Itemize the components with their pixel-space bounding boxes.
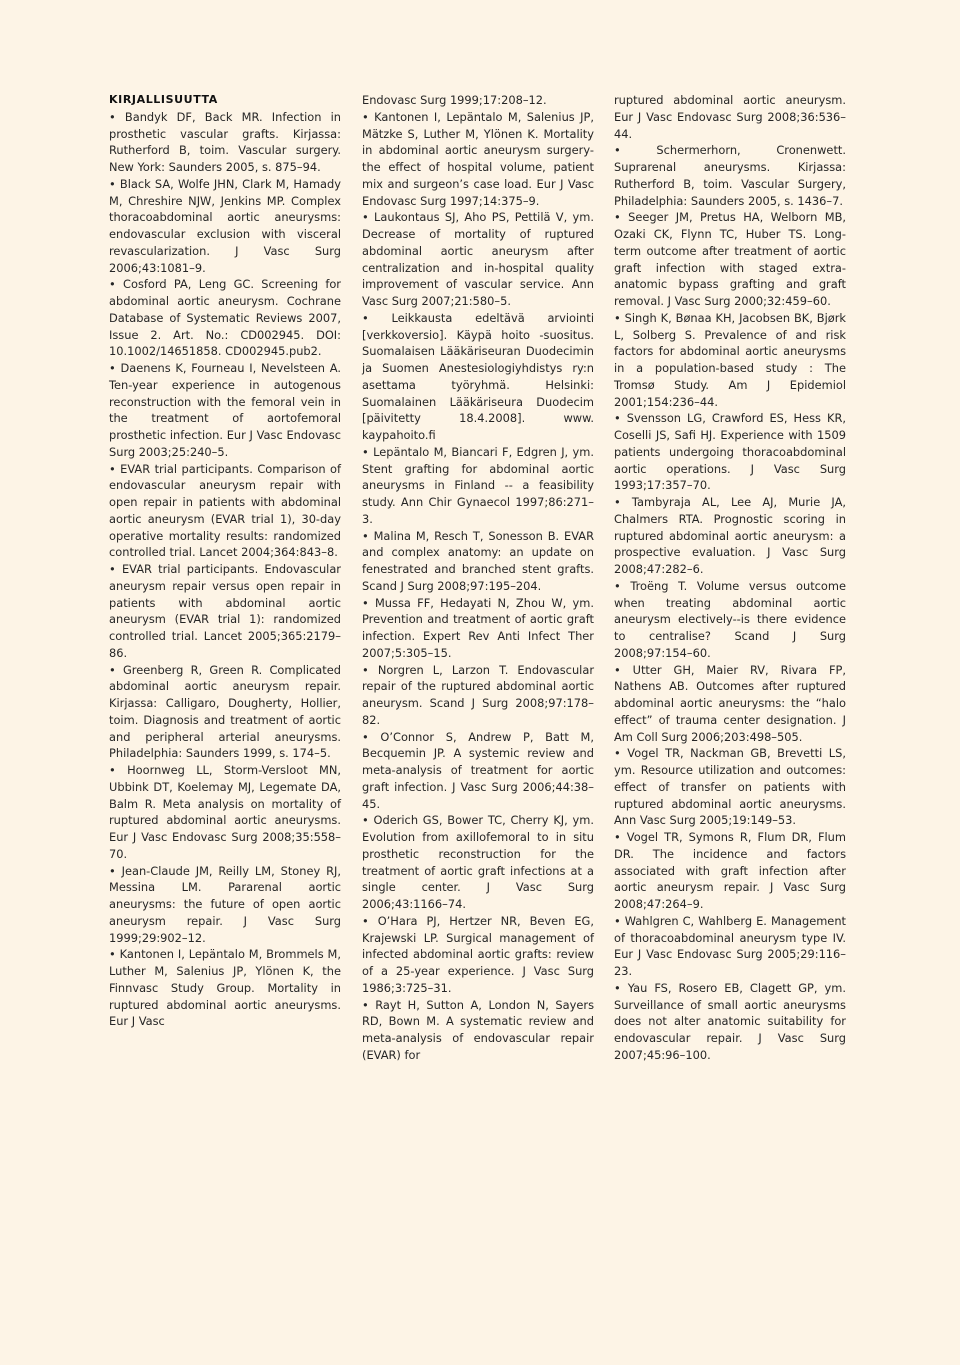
reference-entry: • Malina M, Resch T, Sonesson B. EVAR and complex anatomy: an update on fenestrated and branched stent grafts. Scand J Surg 2008;97:195–204. bbox=[362, 528, 594, 595]
reference-entry: • Svensson LG, Crawford ES, Hess KR, Coselli JS, Safi HJ. Experience with 1509 patients undergoing thoracoabdominal aortic operations. J Vasc Surg 1993;17:357–70. bbox=[614, 410, 846, 494]
reference-entry: • Mussa FF, Hedayati N, Zhou W, ym. Prevention and treatment of aortic graft infection. Expert Rev Anti Infect Ther 2007;5:305–15. bbox=[362, 595, 594, 662]
reference-entry: • Vogel TR, Nackman GB, Brevetti LS, ym. Resource utilization and outcomes: effect of transfer on patients with ruptured abdominal aortic aneurysms. Ann Vasc Surg 2005;19:149–53. bbox=[614, 745, 846, 829]
reference-entry: • Daenens K, Fourneau I, Nevelsteen A. Ten-year experience in autogenous reconstruction with the femoral vein in the treatment of aortofemoral prosthetic infection. Eur J Vasc Endovasc Surg 2003;25:240–5. bbox=[109, 360, 341, 461]
reference-entry: • Vogel TR, Symons R, Flum DR, Flum DR. The incidence and factors associated with graft infection after aortic aneurysm repair. J Vasc Surg 2008;47:264–9. bbox=[614, 829, 846, 913]
reference-entry: • Wahlgren C, Wahlberg E. Management of thoracoabdominal aneurysm type IV. Eur J Vasc Endovasc Surg 2005;29:116–23. bbox=[614, 913, 846, 980]
reference-entry: • Tambyraja AL, Lee AJ, Murie JA, Chalmers RTA. Prognostic scoring in ruptured abdominal aortic aneurysm: a prospective evaluation. J Vasc Surg 2008;47:282–6. bbox=[614, 494, 846, 578]
reference-entry: • Seeger JM, Pretus HA, Welborn MB, Ozaki CK, Flynn TC, Huber TS. Long-term outcome after treatment of aortic graft infection with staged extra-anatomic bypass grafting and graft removal. J Vasc Surg 2000;32:459–60. bbox=[614, 209, 846, 310]
reference-entry: • Oderich GS, Bower TC, Cherry KJ, ym. Evolution from axillofemoral to in situ prosthetic reconstruction for the treatment of aortic graft infections at a single center. J Vasc Surg 2006;43:1166–74. bbox=[362, 812, 594, 913]
reference-entry: • Singh K, Bønaa KH, Jacobsen BK, Bjørk L, Solberg S. Prevalence of and risk factors for abdominal aortic aneurysms in a population-based study : The Tromsø Study. Am J Epidemiol 2001;154:236–44. bbox=[614, 310, 846, 411]
reference-entry: • Black SA, Wolfe JHN, Clark M, Hamady M, Chreshire NJW, Jenkins MP. Complex thoracoabdominal aortic aneurysms: endovascular exclusion with visceral revascularization. J Vasc Surg 2006;43:1081–9. bbox=[109, 176, 341, 277]
reference-column-3 bbox=[614, 92, 846, 1064]
reference-entry: • Cosford PA, Leng GC. Screening for abdominal aortic aneurysm. Cochrane Database of Systematic Reviews 2007, Issue 2. Art. No.: CD002945. DOI: 10.1002/14651858. CD002945.pub2. bbox=[109, 276, 341, 360]
reference-entry: • O’Hara PJ, Hertzer NR, Beven EG, Krajewski LP. Surgical management of infected abdominal aortic grafts: review of a 25-year experience. J Vasc Surg 1986;3:725–31. bbox=[362, 913, 594, 997]
reference-entry: • Schermerhorn, Cronenwett. Suprarenal aneurysms. Kirjassa: Rutherford B, toim. Vascular Surgery, Philadelphia: Saunders 2005, s. 1436–7. bbox=[614, 142, 846, 209]
reference-entry: • O’Connor S, Andrew P, Batt M, Becquemin JP. A systemic review and meta-analysis of treatment for aortic graft infection. J Vasc Surg 2006;44:38–45. bbox=[362, 729, 594, 813]
reference-list bbox=[109, 109, 341, 1030]
reference-entry: • Norgren L, Larzon T. Endovascular repair of the ruptured abdominal aortic aneurysm. Scand J Surg 2008;97:178–82. bbox=[362, 662, 594, 729]
reference-entry: • Utter GH, Maier RV, Rivara FP, Nathens AB. Outcomes after ruptured abdominal aortic aneurysms: the “halo effect” of trauma center designation. J Am Coll Surg 2006;203:498–505. bbox=[614, 662, 846, 746]
reference-continuation: ruptured abdominal aortic aneurysm. Eur J Vasc Endovasc Surg 2008;36:536–44. bbox=[614, 93, 846, 141]
reference-entry: • Greenberg R, Green R. Complicated abdominal aortic aneurysm repair. Kirjassa: Calligaro, Dougherty, Hollier, toim. Diagnosis and treatment of aortic and peripheral arterial aneurysms. Philadelphia: Saunders 1999, s. 174–5. bbox=[109, 662, 341, 763]
reference-continuation: Endovasc Surg 1999;17:208–12. bbox=[362, 93, 547, 107]
reference-list bbox=[614, 142, 846, 1063]
reference-entry: • Kantonen I, Lepäntalo M, Brommels M, Luther M, Salenius JP, Ylönen K, the Finnvasc Study Group. Mortality in ruptured abdominal aortic aneurysms. Eur J Vasc bbox=[109, 946, 341, 1030]
reference-entry: • Troëng T. Volume versus outcome when treating abdominal aortic aneurysm electively--is there evidence to centralise? Scand J Surg 2008;97:154–60. bbox=[614, 578, 846, 662]
reference-entry: • Laukontaus SJ, Aho PS, Pettilä V, ym. Decrease of mortality of ruptured abdominal aortic aneurysm after centralization and in-hospital quality improvement of vascular service. Ann Vasc Surg 2007;21:580–5. bbox=[362, 209, 594, 310]
reference-column-1 bbox=[109, 92, 341, 1030]
reference-entry: • Lepäntalo M, Biancari F, Edgren J, ym. Stent grafting for abdominal aortic aneurysms in Finland -- a feasibility study. Ann Chir Gynaecol 1997;86:271–3. bbox=[362, 444, 594, 528]
reference-entry: • Yau FS, Rosero EB, Clagett GP, ym. Surveillance of small aortic aneurysms does not alter anatomic suitability for endovascular repair. J Vasc Surg 2007;45:96–100. bbox=[614, 980, 846, 1064]
reference-list bbox=[362, 109, 594, 1064]
reference-entry: • Bandyk DF, Back MR. Infection in prosthetic vascular grafts. Kirjassa: Rutherford B, toim. Vascular surgery. New York: Saunders 2005, s. 875–94. bbox=[109, 109, 341, 176]
reference-column-2 bbox=[362, 92, 594, 1064]
reference-entry: • EVAR trial participants. Comparison of endovascular aneurysm repair with open repair in patients with abdominal aortic aneurysm (EVAR trial 1), 30-day operative mortality results: randomized controlled trial. Lancet 2004;364:843–8. bbox=[109, 461, 341, 562]
reference-entry: • Kantonen I, Lepäntalo M, Salenius JP, Mätzke S, Luther M, Ylönen K. Mortality in abdominal aortic aneurysm surgery-the effect of hospital volume, patient mix and surgeon’s case load. Eur J Vasc Endovasc Surg 1997;14:375–9. bbox=[362, 109, 594, 210]
reference-entry: • Leikkausta edeltävä arviointi [verkkoversio]. Käypä hoito -suositus. Suomalaisen Lääkäriseuran Duodecimin ja Suomen Anestesiologiyhdistys ry:n asettama työryhmä. Helsinki: Suomalainen Lääkäriseura Duodecim [päivitetty 18.4.2008]. www. kaypahoito.fi bbox=[362, 310, 594, 444]
reference-entry: • Hoornweg LL, Storm-Versloot MN, Ubbink DT, Koelemay MJ, Legemate DA, Balm R. Meta analysis on mortality of ruptured abdominal aortic aneurysms. Eur J Vasc Endovasc Surg 2008;35:558–70. bbox=[109, 762, 341, 863]
reference-entry: • Jean-Claude JM, Reilly LM, Stoney RJ, Messina LM. Pararenal aortic aneurysms: the future of open aortic aneurysm repair. J Vasc Surg 1999;29:902–12. bbox=[109, 863, 341, 947]
reference-entry: • EVAR trial participants. Endovascular aneurysm repair versus open repair in patients with abdominal aortic aneurysm (EVAR trial 1): randomized controlled trial. Lancet 2005;365:2179–86. bbox=[109, 561, 341, 662]
section-heading: KIRJALLISUUTTA bbox=[109, 93, 218, 106]
reference-entry: • Rayt H, Sutton A, London N, Sayers RD, Bown M. A systematic review and meta-analysis of endovascular repair (EVAR) for bbox=[362, 997, 594, 1064]
